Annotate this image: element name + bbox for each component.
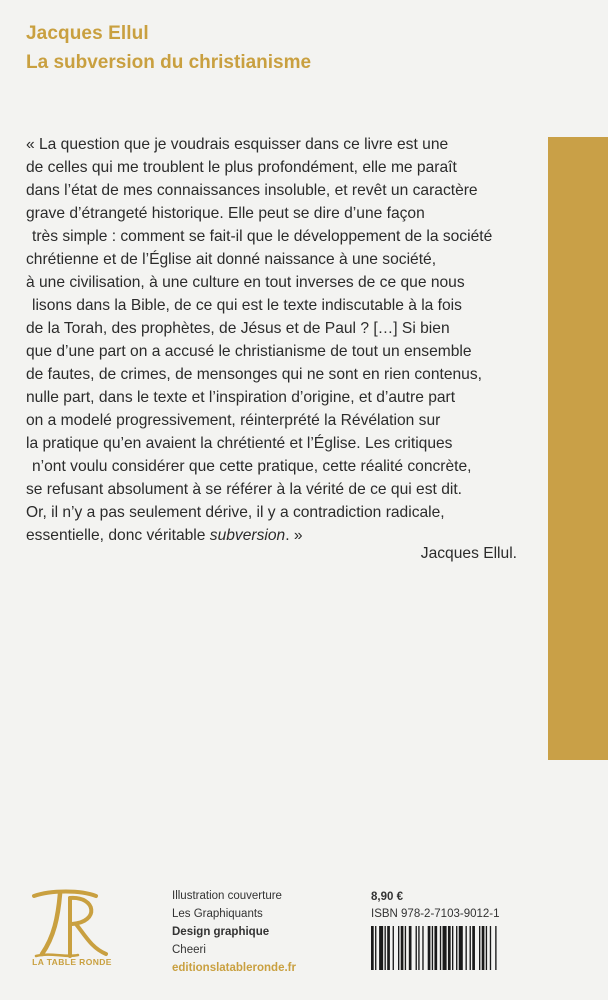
barcode-bar: [486, 926, 487, 970]
barcode-bar: [432, 926, 433, 970]
quote-line: que d’une part on a accusé le christianisme de tout un ensemble: [26, 343, 472, 360]
quote-line: de la Torah, des prophètes, de Jésus et de Paul ? […] Si bien: [26, 320, 450, 337]
isbn-label: ISBN 978-2-7103-9012-1: [371, 908, 500, 920]
quote-last-prefix: essentielle, donc véritable: [26, 527, 210, 544]
barcode-bar: [443, 926, 447, 970]
barcode-bar: [428, 926, 431, 970]
quote-line: à une civilisation, à une culture en tout inverses de ce que nous: [26, 274, 465, 291]
barcode-bar: [418, 926, 419, 970]
barcode-bar: [434, 926, 437, 970]
quote-line: très simple : comment se fait-il que le développement de la société: [32, 228, 493, 245]
barcode-bar: [452, 926, 453, 970]
barcode-bar: [472, 926, 475, 970]
publisher-name: LA TABLE RONDE: [32, 957, 112, 967]
book-title: La subversion du christianisme: [26, 52, 312, 73]
quote-last-line: [26, 524, 536, 547]
barcode-bar: [479, 926, 480, 970]
quote-line: nulle part, dans le texte et l’inspiration d’origine, et d’autre part: [26, 389, 456, 406]
design-value: Cheeri: [172, 944, 206, 956]
barcode-bar: [416, 926, 417, 970]
barcode-bar: [448, 926, 451, 970]
author-name: Jacques Ellul: [26, 23, 149, 44]
barcode-bar: [385, 926, 386, 970]
barcode-bar: [375, 926, 376, 970]
barcode-bar: [422, 926, 423, 970]
quote-last-suffix: . »: [285, 527, 303, 544]
quote-line: chrétienne et de l’Église ait donné naissance à une société,: [26, 251, 437, 268]
barcode-bar: [405, 926, 406, 970]
quote-line: de fautes, de crimes, de mensonges qui ne sont en rien contenus,: [26, 366, 482, 383]
quote-line: Or, il n’y a pas seulement dérive, il y a contradiction radicale,: [26, 504, 445, 521]
quote-emphasis: subversion: [209, 527, 286, 544]
quote-line: se refusant absolument à se référer à la vérité de ce qui est dit.: [26, 481, 462, 498]
quote-line: « La question que je voudrais esquisser dans ce livre est une: [26, 136, 449, 153]
design-label: Design graphique: [172, 926, 270, 938]
barcode-bar: [456, 926, 457, 970]
barcode-bar: [470, 926, 471, 970]
quote-line: grave d’étrangeté historique. Elle peut se dire d’une façon: [26, 205, 425, 222]
publisher-website: editionslatableronde.fr: [172, 962, 296, 974]
barcode-bar: [398, 926, 399, 970]
quote-line: dans l’état de mes connaissances insoluble, et revêt un caractère: [26, 182, 478, 199]
back-cover-quote: [26, 133, 536, 547]
barcode-bar: [393, 926, 394, 970]
gold-side-bar: [548, 137, 608, 760]
quote-line: de celles qui me troublent le plus profondément, elle me paraît: [26, 159, 457, 176]
quote-line: n’ont voulu considérer que cette pratique, cette réalité concrète,: [32, 458, 472, 475]
barcode-bar: [459, 926, 463, 970]
barcode-bar: [371, 926, 374, 970]
barcode-bar: [482, 926, 485, 970]
barcode-bar: [387, 926, 390, 970]
barcode-bar: [466, 926, 467, 970]
illustration-value: Les Graphiquants: [172, 908, 263, 920]
credits-block: [172, 887, 296, 977]
barcode-bar: [409, 926, 412, 970]
barcode-bar: [379, 926, 383, 970]
quote-line: lisons dans la Bible, de ce qui est le texte indiscutable à la fois: [32, 297, 462, 314]
barcode-bar: [440, 926, 441, 970]
barcode-icon: [371, 926, 533, 970]
illustration-label: Illustration couverture: [172, 890, 282, 902]
quote-signature: Jacques Ellul.: [420, 545, 517, 562]
barcode-bar: [401, 926, 404, 970]
price-label: 8,90 €: [371, 891, 403, 903]
quote-line: on a modelé progressivement, réinterprété la Révélation sur: [26, 412, 441, 429]
barcode-bar: [490, 926, 491, 970]
quote-line: la pratique qu’en avaient la chrétienté et l’Église. Les critiques: [26, 435, 453, 452]
barcode-bar: [495, 926, 496, 970]
